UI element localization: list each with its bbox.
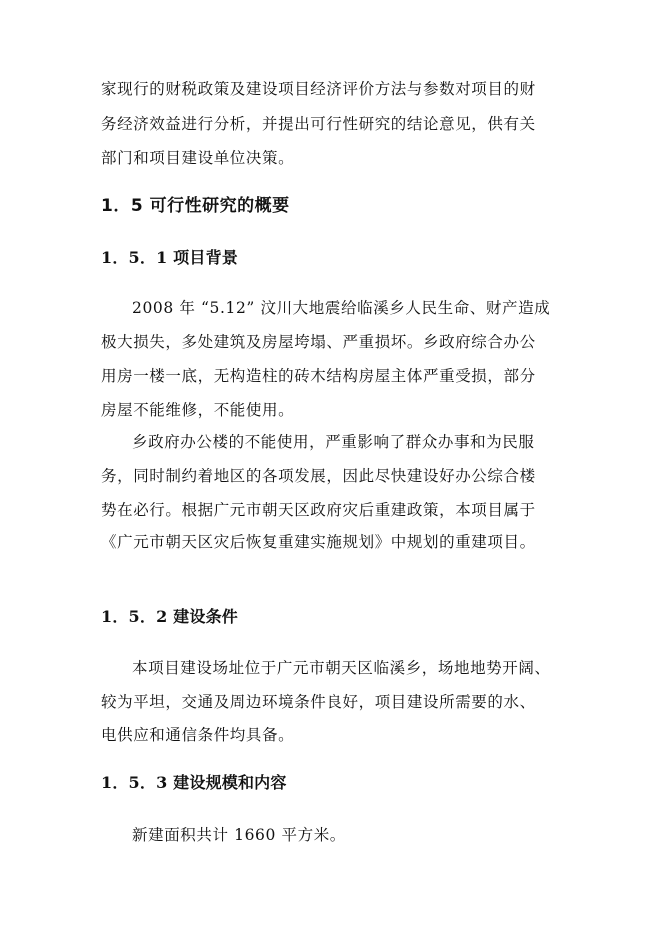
background-p1-line-4: 房屋不能维修，不能使用。: [101, 401, 295, 419]
background-p1-line-2: 极大损失，多处建筑及房屋垮塌、严重损坏。乡政府综合办公: [101, 333, 536, 351]
section-heading-1-5-2: 1．5．2 建设条件: [101, 607, 238, 626]
intro-line-1: 家现行的财税政策及建设项目经济评价方法与参数对项目的财: [101, 80, 536, 98]
background-p1-line-1: 2008 年 “5.12” 汶川大地震给临溪乡人民生命、财产造成: [132, 299, 551, 317]
section-heading-1-5: 1．5 可行性研究的概要: [101, 196, 290, 216]
background-p2-line-2: 务，同时制约着地区的各项发展，因此尽快建设好办公综合楼: [101, 467, 536, 485]
background-p2-line-3: 势在必行。根据广元市朝天区政府灾后重建政策，本项目属于: [101, 501, 536, 519]
intro-line-3: 部门和项目建设单位决策。: [101, 149, 295, 167]
background-p2-line-1: 乡政府办公楼的不能使用，严重影响了群众办事和为民服: [132, 433, 535, 451]
section-heading-1-5-1: 1．5．1 项目背景: [101, 248, 238, 267]
conditions-line-3: 电供应和通信条件均具备。: [101, 726, 295, 744]
scale-line-1: 新建面积共计 1660 平方米。: [132, 826, 346, 844]
background-p2-line-4: 《广元市朝天区灾后恢复重建实施规划》中规划的重建项目。: [101, 533, 536, 551]
background-p1-line-3: 用房一楼一底，无构造柱的砖木结构房屋主体严重受损，部分: [101, 367, 536, 385]
conditions-line-2: 较为平坦，交通及周边环境条件良好，项目建设所需要的水、: [101, 693, 536, 711]
conditions-line-1: 本项目建设场址位于广元市朝天区临溪乡，场地地势开阔、: [132, 659, 551, 677]
section-heading-1-5-3: 1．5．3 建设规模和内容: [101, 773, 287, 792]
intro-line-2: 务经济效益进行分析，并提出可行性研究的结论意见，供有关: [101, 115, 536, 133]
